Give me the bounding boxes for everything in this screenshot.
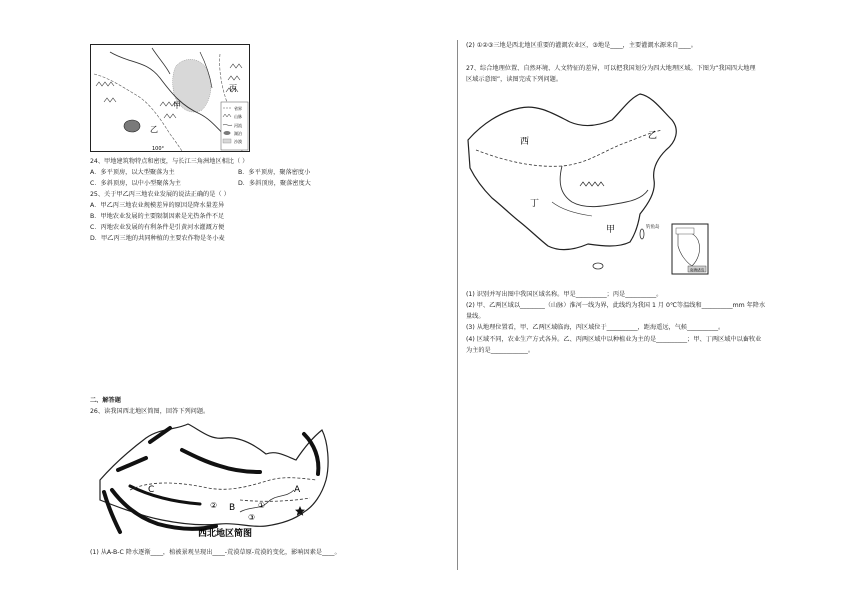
site-label-2: ② [210, 501, 218, 510]
q24-option-b: B．多平顶房，聚落密度小 [238, 169, 311, 176]
longitude-label-100: 100° [152, 146, 165, 152]
region-label-ding: 丁 [530, 199, 540, 209]
q27-sub1: (1) 识别并写出图中我国区域名称。甲是__________；丙是__________。 [466, 291, 663, 298]
region-label-xi: 西 [520, 137, 530, 147]
regional-map [90, 44, 250, 152]
section-heading: 二、解答题 [90, 397, 121, 404]
diaoyu-island-label: 钓鱼岛 [646, 225, 660, 230]
map-title: 西北地区简图 [198, 529, 253, 539]
q25-option-d: D．甲乙丙三地的共同种植的主要农作物是冬小麦 [90, 235, 225, 242]
q27-sub4-line2: 为主的是____________。 [466, 347, 535, 354]
legend-desert: 沙漠 [234, 139, 242, 144]
legend-province-border: 省界 [234, 106, 242, 111]
q26-sub2: (2) ①②③三地是西北地区重要的灌溉农业区，③地是____，主要灌溉水源来自____。 [466, 42, 697, 49]
legend-lake: 湖泊 [234, 131, 242, 136]
northwest-map [90, 420, 340, 540]
region-label-yi: 乙 [648, 131, 658, 141]
q25-option-a: A．甲乙丙三地农业规模差异的原因是降水量差异 [90, 202, 225, 209]
q27-stem-line1: 27、综合地理位置、自然环境、人文特征的差异，可以把我国划分为四大地理区域。下图为“我国四大地理 [466, 65, 756, 72]
legend-mountain: 山脉 [234, 114, 242, 119]
site-label-3: ③ [248, 513, 256, 522]
place-label-yi: 乙 [150, 125, 158, 134]
q24-option-d: D．多斜顶房，聚落密度大 [238, 180, 311, 187]
region-label-c: C [148, 485, 155, 495]
q27-sub3: (3) 从地理位置看，甲、乙两区域临海，丙区域位于__________，距海遥远，气候__________。 [466, 324, 725, 331]
place-label-bing: 丙 [229, 84, 237, 93]
region-label-b: B [229, 503, 236, 513]
column-divider [457, 40, 458, 570]
q27-sub2-line2: 量线。 [466, 313, 485, 320]
q27-stem-line2: 区域示意图”，读图完成下列问题。 [466, 76, 563, 83]
q25-option-b: B．甲地农业发展的主要限制因素是光热条件不足 [90, 213, 225, 220]
region-label-jia: 甲 [606, 225, 616, 235]
q27-sub4-line1: (4) 区域不同，农业生产方式各异。乙、丙两区域中以种植业为主的是__________；甲、丁两区域中以畜牧业 [466, 336, 762, 343]
q24-option-a: A．多平顶房，以大型聚落为主 [90, 169, 175, 176]
region-label-a: A [294, 485, 301, 495]
q24-stem: 24、甲地建筑物特点和密度，与长江三角洲地区相比（ ） [90, 158, 249, 165]
q24-option-c: C．多斜顶房，以中小型聚落为主 [90, 180, 181, 187]
q26-sub1: (1) 从A-B-C 降水逐渐____，植被景观呈现出____-荒漠草原-荒漠的变化，影响因素是____。 [90, 549, 341, 556]
q25-option-c: C．丙地农业发展的有利条件是引黄河水灌溉方便 [90, 224, 225, 231]
q27-sub2-line1: (2) 甲、乙两区域以________（山脉）淮河一线为界，此线约为我国 1 月 0℃等温线和__________mm 年降水 [466, 302, 766, 309]
q26-stem: 26、读我国西北地区简图，回答下列问题。 [90, 408, 210, 415]
site-label-1: ① [258, 501, 266, 510]
nanhai-islands-label: 南海诸岛 [690, 268, 705, 272]
place-label-jia: 甲 [173, 101, 181, 110]
legend-river: 河流 [234, 123, 242, 128]
china-regions-map [462, 90, 712, 278]
q25-stem: 25、关于甲乙丙三地农业发展的说法正确的是（ ） [90, 191, 230, 198]
